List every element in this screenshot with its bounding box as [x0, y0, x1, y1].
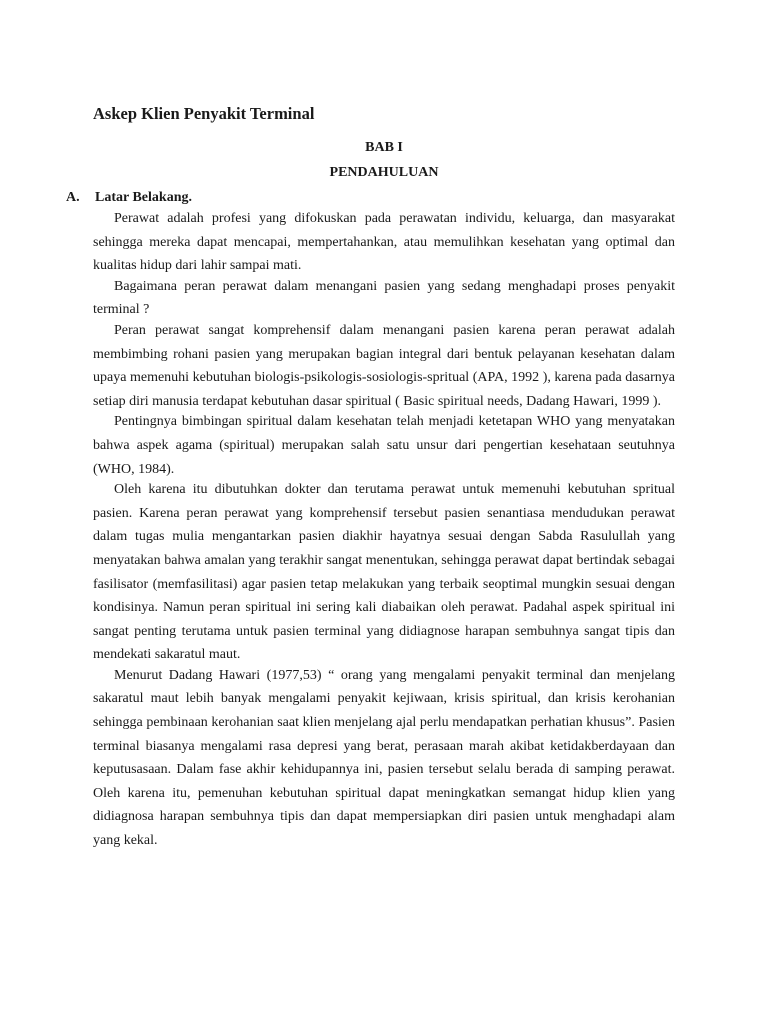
paragraph-2: Bagaimana peran perawat dalam menangani pasien yang sedang menghadapi proses penyakit terminal ? [93, 278, 675, 318]
chapter-heading: BAB I [365, 140, 403, 155]
body-text [93, 207, 675, 853]
section-letter: A. [66, 190, 80, 205]
paragraph-3: Peran perawat sangat komprehensif dalam menangani pasien karena peran perawat adalah membimbing rohani pasien yang merupakan bagian integral dari bentuk pelayanan kesehatan dalam upaya memenuhi kebutuhan biologis-psikologis-sosiologis-spritual (APA, 1992 ), karena pada dasarnya setiap diri manusia terdapat kebutuhan dasar spiritual ( Basic spiritual needs, Dadang Hawari, 1999 ). [93, 322, 675, 409]
paragraph-4: Pentingnya bimbingan spiritual dalam kesehatan telah menjadi ketetapan WHO yang menyatakan bahwa aspek agama (spiritual) merupakan salah satu unsur dari pengertian kesehataan seutuhnya (WHO, 1984). [93, 414, 675, 477]
section-heading [66, 190, 192, 206]
chapter-title: PENDAHULUAN [329, 165, 439, 180]
paragraph-1: Perawat adalah profesi yang difokuskan pada perawatan individu, keluarga, dan masyarakat sehingga mereka dapat mencapai, mempertahankan, atau memulihkan kesehatan yang optimal dan kualitas hidup dari lahir sampai mati. [93, 211, 675, 274]
section-title: Latar Belakang. [95, 190, 192, 205]
paragraph-6: Menurut Dadang Hawari (1977,53) “ orang yang mengalami penyakit terminal dan menjelang sakaratul maut lebih banyak mengalami penyakit kejiwaan, krisis spiritual, dan krisis kerohanian sehingga pembinaan kerohanian saat klien menjelang ajal perlu mendapatkan perhatian khusus”. Pasien terminal biasanya mengalami rasa depresi yang berat, perasaan marah akibat ketidakberdayaan dan keputusasaan. Dalam fase akhir kehidupannya ini, pasien tersebut selalu berada di samping perawat. Oleh karena itu, pemenuhan kebutuhan spiritual dapat meningkatkan semangat hidup klien yang didiagnosa harapan sembuhnya tipis dan dapat mempersiapkan diri pasien untuk menghadapi alam yang kekal. [93, 667, 675, 849]
document-title: Askep Klien Penyakit Terminal [93, 104, 315, 123]
paragraph-5: Oleh karena itu dibutuhkan dokter dan terutama perawat untuk memenuhi kebutuhan spritual pasien. Karena peran perawat yang komprehensif tersebut pasien senantiasa mendudukan perawat dalam tugas mulia mengantarkan pasien diakhir hayatnya sesuai dengan Sabda Rasulullah yang menyatakan bahwa amalan yang terakhir sangat menentukan, sehingga perawat dapat bertindak sebagai fasilisator (memfasilitasi) agar pasien tetap melakukan yang terbaik seoptimal mungkin sesuai dengan kondisinya. Namun peran spiritual ini sering kali diabaikan oleh perawat. Padahal aspek spiritual ini sangat penting terutama untuk pasien terminal yang didiagnose harapan sembuhnya sangat tipis dan mendekati sakaratul maut. [93, 482, 675, 663]
